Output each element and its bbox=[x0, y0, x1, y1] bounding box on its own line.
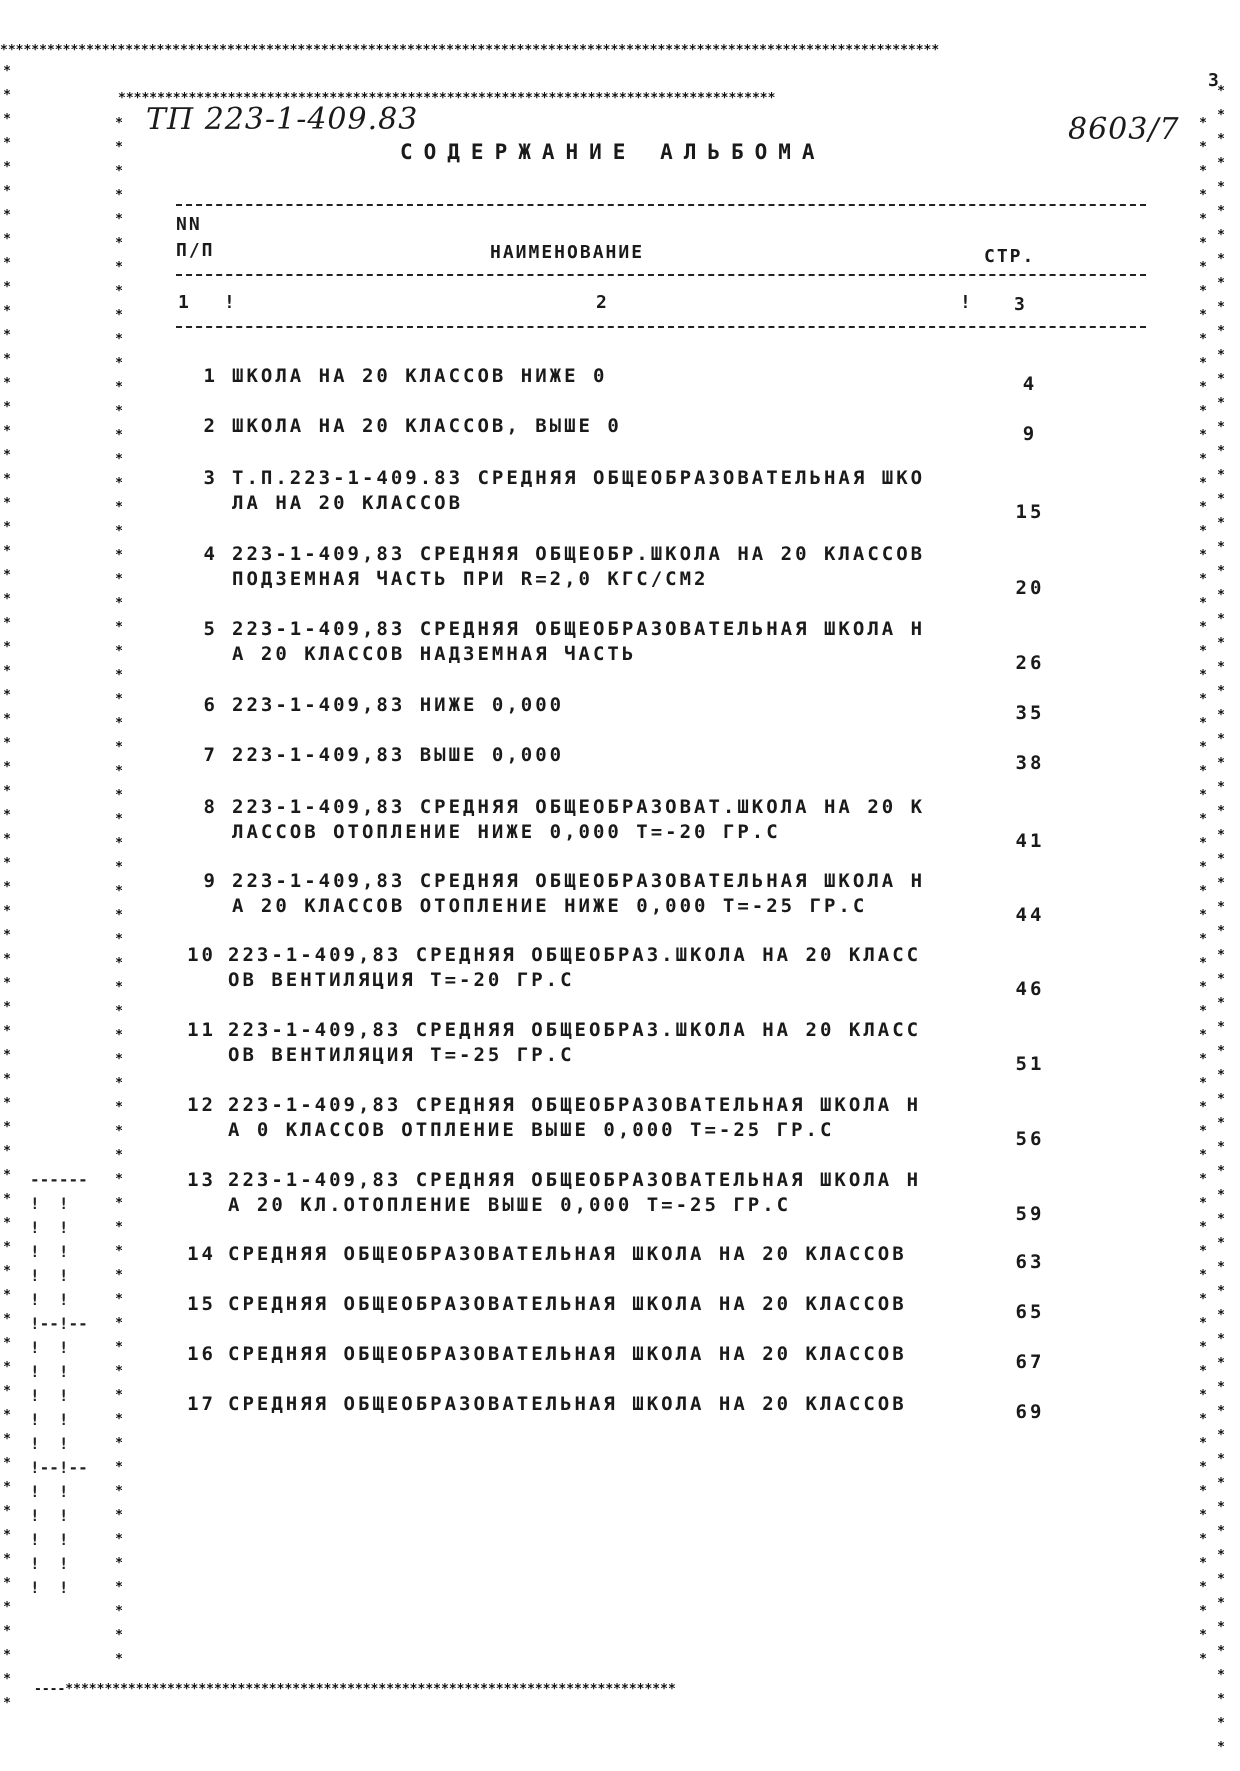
col-index-2: 2 bbox=[596, 292, 609, 313]
item-title: 223-1-409,83 СРЕДНЯЯ ОБЩЕОБРАЗОВАТ.ШКОЛА НА 20 К ЛАССОВ ОТОПЛЕНИЕ НИЖЕ 0,000 Т=-20 ГР.С bbox=[232, 796, 926, 843]
item-title: ШКОЛА НА 20 КЛАССОВ НИЖЕ 0 bbox=[232, 365, 608, 387]
inner-bottom-star-border: ----****************************************************************************** bbox=[34, 1682, 676, 1697]
item-number: 16 bbox=[187, 1343, 216, 1365]
item-title: 223-1-409,83 СРЕДНЯЯ ОБЩЕОБРАЗ.ШКОЛА НА 20 КЛАСС ОВ ВЕНТИЛЯЦИЯ Т=-25 ГР.С bbox=[228, 1019, 922, 1066]
table-top-rule bbox=[176, 204, 1146, 206]
item-title: Т.П.223-1-409.83 СРЕДНЯЯ ОБЩЕОБРАЗОВАТЕЛЬНАЯ ШКО ЛА НА 20 КЛАССОВ bbox=[232, 467, 926, 514]
col-page-header: СТР. bbox=[984, 246, 1036, 267]
inner-right-star-border: * * * * * * * * * * * * * * * * * * * * * * * * * * * * * * * * * * * * * * * * * * * * * * * * * * * * * * * * * * * * * * * * * bbox=[1199, 116, 1207, 1667]
item-title: 223-1-409,83 СРЕДНЯЯ ОБЩЕОБРАЗОВАТЕЛЬНАЯ ШКОЛА Н А 20 КЛАССОВ НАДЗЕМНАЯ ЧАСТЬ bbox=[232, 618, 926, 665]
item-title: СРЕДНЯЯ ОБЩЕОБРАЗОВАТЕЛЬНАЯ ШКОЛА НА 20 КЛАССОВ bbox=[228, 1293, 907, 1315]
item-page: 35 bbox=[1015, 702, 1045, 724]
outer-right-star-border: * * * * * * * * * * * * * * * * * * * * * * * * * * * * * * * * * * * * * * * * * * * * * * * * * * * * * * * * * * * * * * * * * * * * * * bbox=[1217, 84, 1225, 1755]
item-page: 20 bbox=[1015, 577, 1045, 599]
col-index-separator-2: ! bbox=[960, 292, 973, 313]
item-number: 5 bbox=[203, 618, 218, 640]
item-page: 67 bbox=[1015, 1351, 1045, 1373]
item-page: 59 bbox=[1015, 1203, 1045, 1225]
item-title: СРЕДНЯЯ ОБЩЕОБРАЗОВАТЕЛЬНАЯ ШКОЛА НА 20 КЛАССОВ bbox=[228, 1393, 907, 1415]
item-number: 2 bbox=[203, 415, 218, 437]
item-number: 1 bbox=[203, 365, 218, 387]
item-title: СРЕДНЯЯ ОБЩЕОБРАЗОВАТЕЛЬНАЯ ШКОЛА НА 20 КЛАССОВ bbox=[228, 1243, 907, 1265]
item-page: 56 bbox=[1015, 1128, 1045, 1150]
inner-top-star-border: ************************************************************************************ bbox=[118, 91, 776, 106]
item-page: 65 bbox=[1015, 1301, 1045, 1323]
item-title: 223-1-409,83 СРЕДНЯЯ ОБЩЕОБР.ШКОЛА НА 20 КЛАССОВ ПОДЗЕМНАЯ ЧАСТЬ ПРИ R=2,0 КГС/СМ2 bbox=[232, 543, 926, 590]
item-title: ШКОЛА НА 20 КЛАССОВ, ВЫШЕ 0 bbox=[232, 415, 622, 437]
binding-margin-marks: ------ ! ! ! ! ! ! ! ! ! ! !--!-- ! ! ! ! ! ! ! ! ! ! !--!-- ! ! ! ! ! ! ! ! ! ! bbox=[30, 1170, 88, 1597]
outer-top-star-border: ************************************************************************************************************************ bbox=[0, 43, 940, 58]
item-page: 38 bbox=[1015, 752, 1045, 774]
item-page: 9 bbox=[1022, 423, 1038, 445]
item-number: 3 bbox=[203, 467, 218, 489]
outer-left-star-border: * * * * * * * * * * * * * * * * * * * * * * * * * * * * * * * * * * * * * * * * * * * * * * * * * * * * * * * * * * * * * * * * * * * * * bbox=[3, 64, 11, 1711]
table-index-rule bbox=[176, 326, 1146, 328]
col-index-3: 3 bbox=[1014, 294, 1027, 315]
col-index-1: 1 bbox=[178, 292, 191, 313]
item-number: 12 bbox=[187, 1094, 216, 1116]
item-title: 223-1-409,83 НИЖЕ 0,000 bbox=[232, 694, 565, 716]
item-page: 44 bbox=[1015, 904, 1045, 926]
col-index-separator-1: ! bbox=[224, 292, 237, 313]
handwritten-project-code: ТП 223-1-409.83 bbox=[146, 102, 419, 137]
item-page: 63 bbox=[1015, 1251, 1045, 1273]
item-page: 41 bbox=[1015, 830, 1045, 852]
item-number: 9 bbox=[203, 870, 218, 892]
item-number: 15 bbox=[187, 1293, 216, 1315]
item-title: 223-1-409,83 СРЕДНЯЯ ОБЩЕОБРАЗОВАТЕЛЬНАЯ ШКОЛА Н А 0 КЛАССОВ ОТПЛЕНИЕ ВЫШЕ 0,000 Т=-25 ГР.С bbox=[228, 1094, 922, 1141]
item-page: 4 bbox=[1022, 373, 1038, 395]
item-number: 13 bbox=[187, 1169, 216, 1191]
item-number: 11 bbox=[187, 1019, 216, 1041]
col-name-header: НАИМЕНОВАНИЕ bbox=[490, 242, 645, 263]
col-num-header-line2: П/П bbox=[176, 240, 215, 261]
table-header-rule bbox=[176, 274, 1146, 276]
item-title: 223-1-409,83 ВЫШЕ 0,000 bbox=[232, 744, 565, 766]
item-title: 223-1-409,83 СРЕДНЯЯ ОБЩЕОБРАЗ.ШКОЛА НА 20 КЛАСС ОВ ВЕНТИЛЯЦИЯ Т=-20 ГР.С bbox=[228, 944, 922, 991]
item-number: 10 bbox=[187, 944, 216, 966]
item-number: 8 bbox=[203, 796, 218, 818]
item-page: 46 bbox=[1015, 978, 1045, 1000]
item-title: 223-1-409,83 СРЕДНЯЯ ОБЩЕОБРАЗОВАТЕЛЬНАЯ ШКОЛА Н А 20 КЛАССОВ ОТОПЛЕНИЕ НИЖЕ 0,000 Т=-25 ГР.С bbox=[232, 870, 926, 917]
col-num-header-line1: NN bbox=[176, 214, 202, 235]
item-number: 4 bbox=[203, 543, 218, 565]
item-page: 15 bbox=[1015, 501, 1045, 523]
item-number: 14 bbox=[187, 1243, 216, 1265]
item-title: СРЕДНЯЯ ОБЩЕОБРАЗОВАТЕЛЬНАЯ ШКОЛА НА 20 КЛАССОВ bbox=[228, 1343, 907, 1365]
item-title: 223-1-409,83 СРЕДНЯЯ ОБЩЕОБРАЗОВАТЕЛЬНАЯ ШКОЛА Н А 20 КЛ.ОТОПЛЕНИЕ ВЫШЕ 0,000 Т=-25 ГР.С bbox=[228, 1169, 922, 1216]
item-number: 17 bbox=[187, 1393, 216, 1415]
item-number: 7 bbox=[203, 744, 218, 766]
inner-left-star-border: * * * * * * * * * * * * * * * * * * * * * * * * * * * * * * * * * * * * * * * * * * * * * * * * * * * * * * * * * * * * * * * * * bbox=[115, 116, 123, 1667]
item-page: 69 bbox=[1015, 1401, 1045, 1423]
page-number: 3 bbox=[1208, 70, 1219, 91]
item-number: 6 bbox=[203, 694, 218, 716]
item-page: 26 bbox=[1015, 652, 1045, 674]
item-page: 51 bbox=[1015, 1053, 1045, 1075]
page-title: СОДЕРЖАНИЕ АЛЬБОМА bbox=[400, 140, 826, 164]
handwritten-sheet-number: 8603/7 bbox=[1068, 112, 1180, 147]
